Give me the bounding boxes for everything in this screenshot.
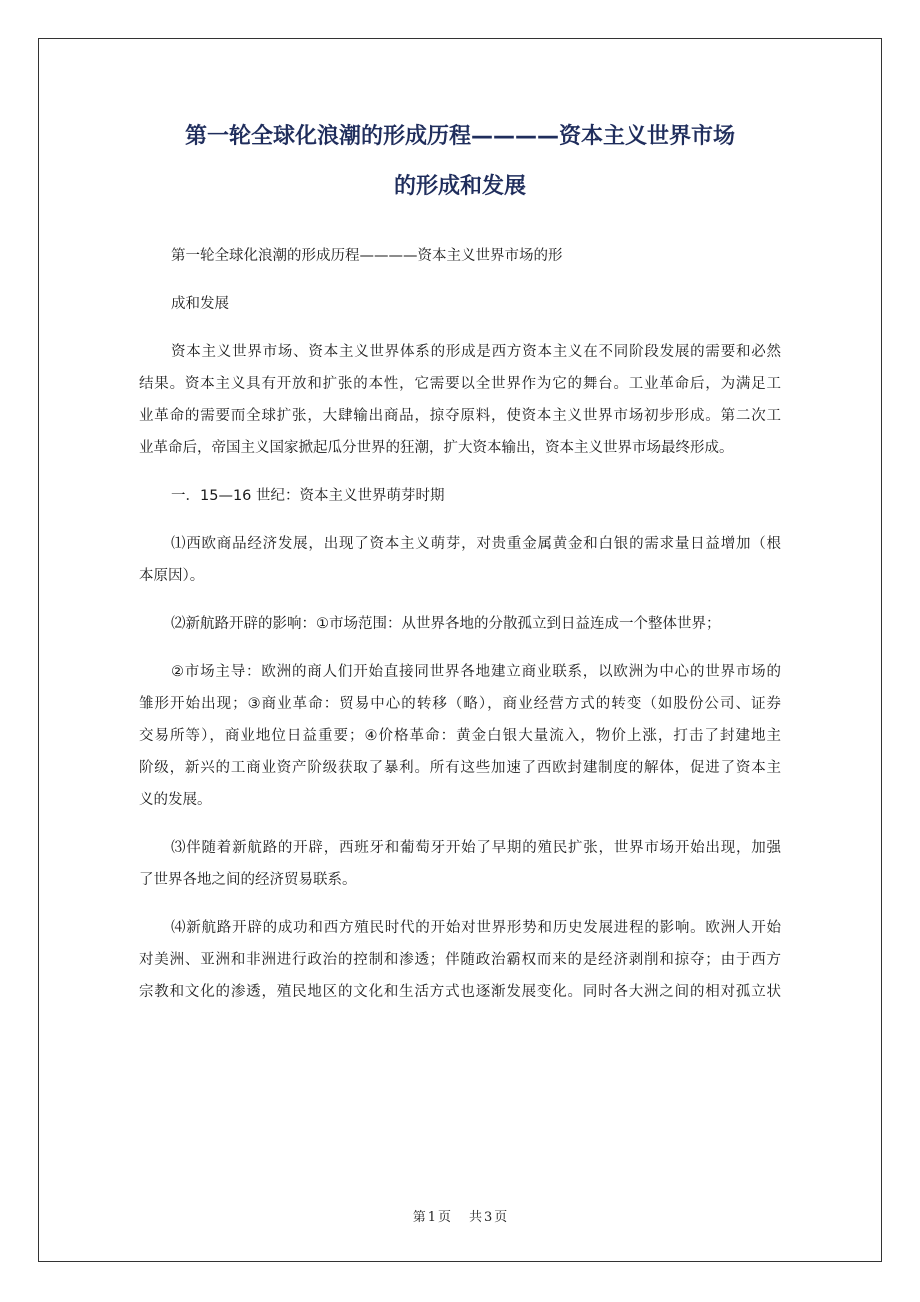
text-line: 资本主义世界市场、资本主义世界体系的形成是西方资本主义在不同阶段发展的需要和必然 [171, 344, 781, 360]
text-line: 阶级，新兴的工商业资产阶级获取了暴利。所有这些加速了西欧封建制度的解体，促进了资本主 [139, 760, 781, 776]
document-body [139, 240, 781, 1024]
text-line: 结果。资本主义具有开放和扩张的本性，它需要以全世界作为它的舞台。工业革命后，为满足工 [139, 376, 781, 392]
text-line: 第一轮全球化浪潮的形成历程————资本主义世界市场的形 [171, 248, 563, 264]
paragraph-point-1 [139, 528, 781, 592]
text-line: ②市场主导：欧洲的商人们开始直接同世界各地建立商业联系，以欧洲为中心的世界市场的 [171, 664, 781, 680]
text-line: 对美洲、亚洲和非洲进行政治的控制和渗透；伴随政治霸权而来的是经济剥削和掠夺；由于西方 [139, 952, 781, 968]
text-line: 雏形开始出现；③商业革命：贸易中心的转移（略），商业经营方式的转变（如股份公司、证券 [139, 696, 781, 712]
text-line: ⑶伴随着新航路的开辟，西班牙和葡萄牙开始了早期的殖民扩张，世界市场开始出现，加强 [171, 840, 781, 856]
text-line: 业革命的需要而全球扩张，大肆输出商品，掠夺原料，使资本主义世界市场初步形成。第二次工 [139, 408, 781, 424]
footer-page-prefix: 第 [412, 1210, 426, 1225]
text-line: ⑴西欧商品经济发展，出现了资本主义萌芽，对贵重金属黄金和白银的需求量日益增加（根 [171, 536, 781, 552]
document-title [40, 112, 880, 212]
paragraph-point-2-detail [139, 656, 781, 816]
text-line: 一．15—16 世纪：资本主义世界萌芽时期 [171, 488, 445, 504]
paragraph-subtitle-2 [139, 288, 781, 320]
paragraph-intro [139, 336, 781, 464]
text-line: 宗教和文化的渗透，殖民地区的文化和生活方式也逐渐发展变化。同时各大洲之间的相对孤立状 [139, 984, 781, 1000]
title-line-1: 第一轮全球化浪潮的形成历程————资本主义世界市场 [184, 124, 735, 149]
text-line: 交易所等），商业地位日益重要；④价格革命：黄金白银大量流入，物价上涨，打击了封建地主 [139, 728, 781, 744]
title-line-2: 的形成和发展 [393, 174, 526, 199]
text-line: 本原因）。 [139, 568, 205, 584]
text-line: ⑷新航路开辟的成功和西方殖民时代的开始对世界形势和历史发展进程的影响。欧洲人开始 [171, 920, 781, 936]
paragraph-point-2 [139, 608, 781, 640]
footer-page-number: 1 [427, 1210, 436, 1225]
page-footer [0, 1206, 920, 1225]
paragraph-subtitle-1 [139, 240, 781, 272]
text-line: 义的发展。 [139, 792, 212, 808]
footer-total-pages: 3 [484, 1210, 493, 1225]
footer-total-label: 页 [494, 1210, 508, 1225]
section-heading [139, 480, 781, 512]
paragraph-point-4 [139, 912, 781, 1008]
text-line: ⑵新航路开辟的影响：①市场范围：从世界各地的分散孤立到日益连成一个整体世界； [171, 616, 721, 632]
footer-page-label: 页 [437, 1210, 451, 1225]
text-line: 了世界各地之间的经济贸易联系。 [139, 872, 357, 888]
footer-total-prefix: 共 [469, 1210, 483, 1225]
paragraph-point-3 [139, 832, 781, 896]
text-line: 业革命后，帝国主义国家掀起瓜分世界的狂潮，扩大资本输出，资本主义世界市场最终形成。 [139, 440, 734, 456]
text-line: 成和发展 [171, 296, 229, 312]
